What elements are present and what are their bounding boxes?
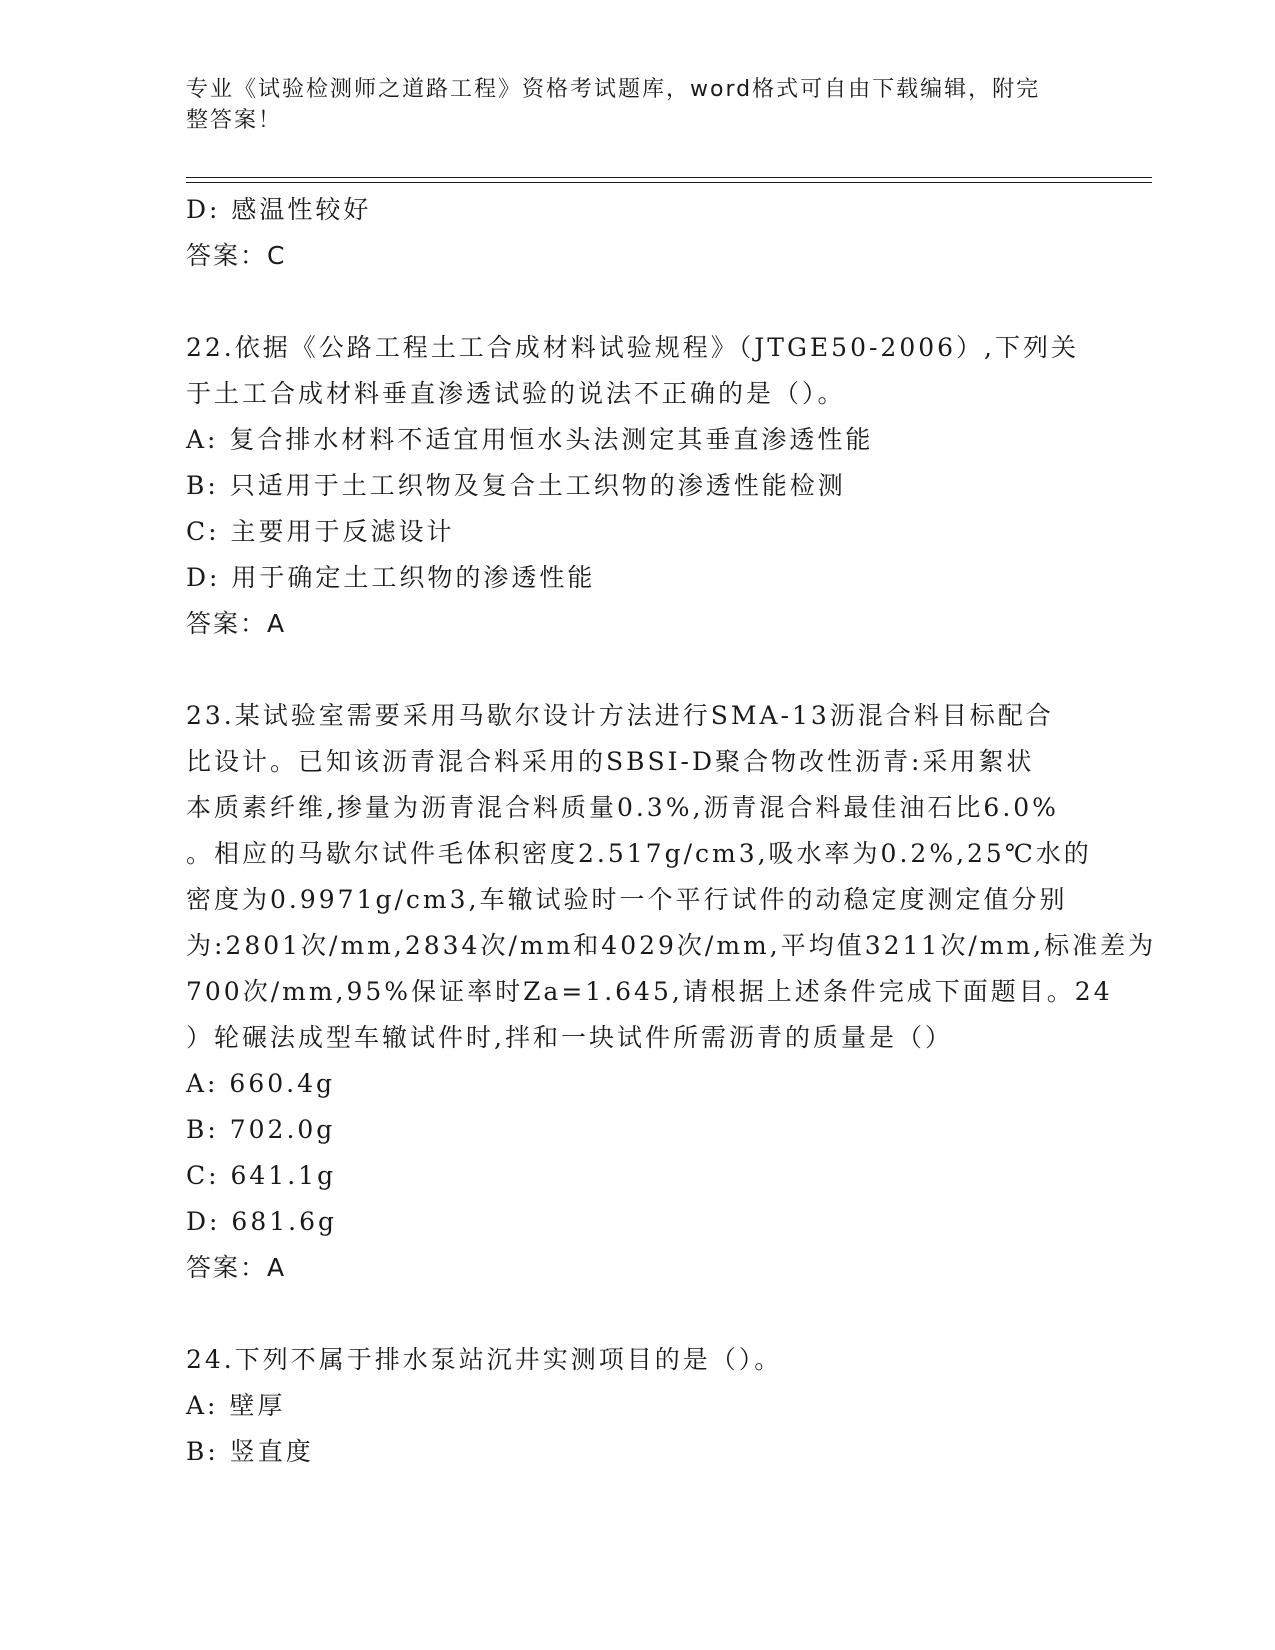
option-d: D: 感温性较好 [186, 195, 372, 224]
spacer [186, 279, 1086, 325]
question-stem-line: 本质素纤维,掺量为沥青混合料质量0.3%,沥青混合料最佳油石比6.0% [186, 793, 1059, 822]
question-stem-line: 为:2801次/mm,2834次/mm和4029次/mm,平均值3211次/mm,标准差为 [186, 931, 1157, 960]
answer: 答案：A [186, 1253, 287, 1282]
option-c: C: 主要用于反滤设计 [186, 517, 455, 546]
question-body [186, 187, 1157, 1475]
question-24 [186, 1337, 1086, 1475]
page-header [186, 74, 1076, 136]
option-b: B: 702.0g [186, 1115, 336, 1144]
option-d: D: 681.6g [186, 1207, 337, 1236]
header-divider-bottom [186, 182, 1152, 183]
option-b: B: 只适用于土工织物及复合土工织物的渗透性能检测 [186, 471, 846, 500]
spacer [186, 1291, 1086, 1337]
option-a: A: 壁厚 [186, 1391, 286, 1420]
question-stem-line: ）轮碾法成型车辙试件时,拌和一块试件所需沥青的质量是（） [186, 1023, 953, 1052]
header-line-1: 专业《试验检测师之道路工程》资格考试题库，word格式可自由下载编辑，附完 [186, 77, 1041, 102]
question-stem-line: 。相应的马歇尔试件毛体积密度2.517g/cm3,吸水率为0.2%,25℃水的 [186, 839, 1092, 868]
question-stem-line: 23.某试验室需要采用马歇尔设计方法进行SMA-13沥混合料目标配合 [186, 701, 1054, 730]
header-line-2: 整答案！ [186, 108, 283, 133]
question-stem-line: 比设计。已知该沥青混合料采用的SBSI-D聚合物改性沥青:采用絮状 [186, 747, 1035, 776]
option-b: B: 竖直度 [186, 1437, 314, 1466]
question-23 [186, 693, 1157, 1291]
answer: 答案：A [186, 609, 287, 638]
spacer [186, 647, 1086, 693]
question-stem-line: 密度为0.9971g/cm3,车辙试验时一个平行试件的动稳定度测定值分别 [186, 885, 1068, 914]
question-stem-line: 24.下列不属于排水泵站沉井实测项目的是（）。 [186, 1345, 783, 1374]
option-a: A: 复合排水材料不适宜用恒水头法测定其垂直渗透性能 [186, 425, 874, 454]
answer: 答案：C [186, 241, 287, 270]
question-stem-line: 700次/mm,95%保证率时Za=1.645,请根据上述条件完成下面题目。24 [186, 977, 1113, 1006]
header-divider-top [186, 177, 1152, 178]
option-c: C: 641.1g [186, 1161, 337, 1190]
option-a: A: 660.4g [186, 1069, 335, 1098]
question-stem-line: 22.依据《公路工程土工合成材料试验规程》（JTGE50-2006）,下列关 [186, 333, 1080, 362]
question-22 [186, 325, 1086, 647]
option-d: D: 用于确定土工织物的渗透性能 [186, 563, 596, 592]
question-21 [186, 187, 1086, 279]
question-stem-line: 于土工合成材料垂直渗透试验的说法不正确的是（）。 [186, 379, 846, 408]
